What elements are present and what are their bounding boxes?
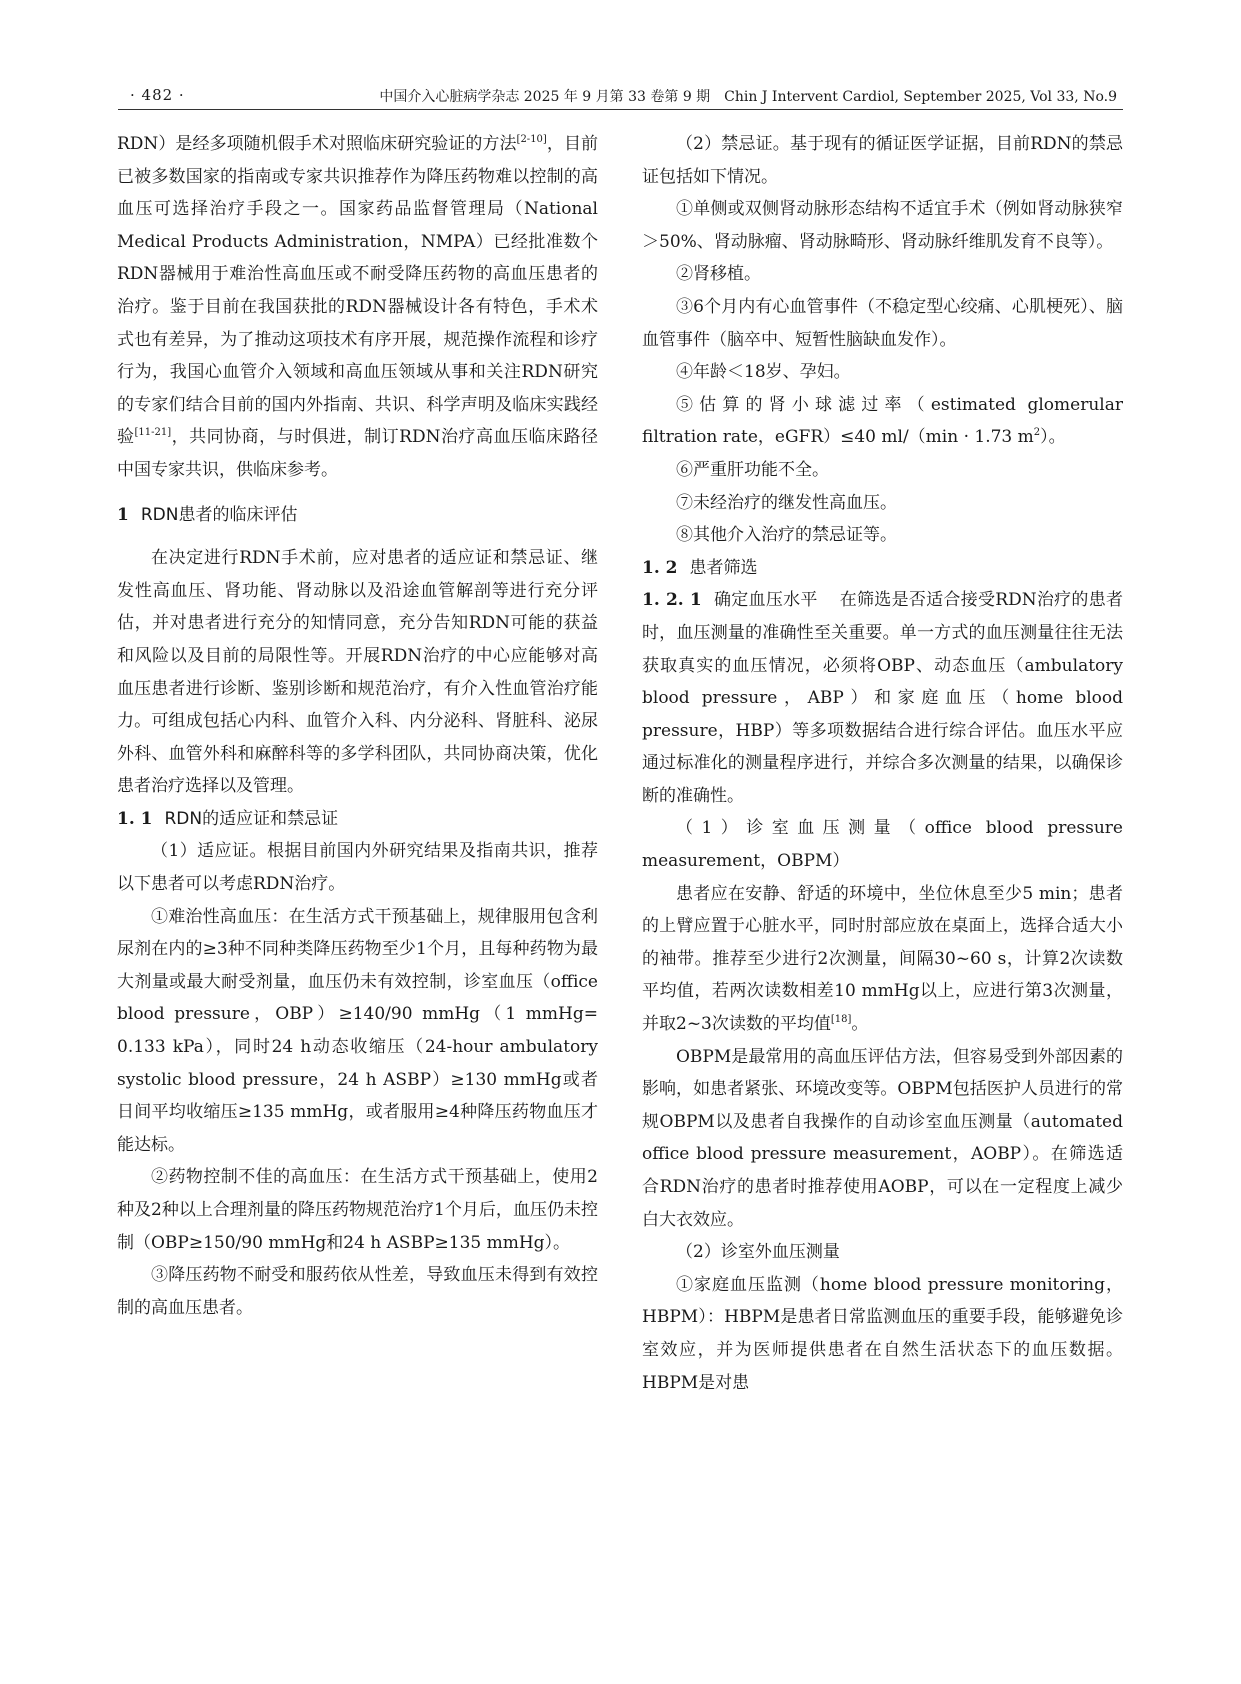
body-paragraph: ①家庭血压监测（home blood pressure monitoring，HBPM）：HBPM是患者日常监测血压的重要手段，能够避免诊室效应，并为医师提供患者在自然生活状态下的血压数据。HBPM是对患: [642, 1274, 1123, 1393]
body-paragraph: ①单侧或双侧肾动脉形态结构不适宜手术（例如肾动脉狭窄＞50%、肾动脉瘤、肾动脉畸形、肾动脉纤维肌发育不良等）。: [642, 199, 1123, 252]
section-heading: 1 RDN患者的临床评估: [117, 504, 298, 525]
intro-paragraph: RDN）是经多项随机假手术对照临床研究验证的方法[2-10]，目前已被多数国家的指南或专家共识推荐作为降压药物难以控制的高血压可选择治疗手段之一。国家药品监督管理局（National Medical Products Administration，NMPA）已经批准数个RDN器械用于难治性高血压或不耐受降压药物的高血压患者的治疗。鉴于目前在我国获批的RDN器械设计各有特色，手术术式也有差异，为了推动这项技术有序开展，规范操作流程和诊疗行为，我国心血管介入领域和高血压领域从事和关注RDN研究的专家们结合目前的国内外指南、共识、科学声明及临床实践经验[11-21]，共同协商，与时俱进，制订RDN治疗高血压临床路径中国专家共识，供临床参考。: [117, 134, 599, 480]
body-paragraph: （1）诊室血压测量（office blood pressure measurement，OBPM）: [642, 818, 1123, 872]
body-paragraph: ④年龄＜18岁、孕妇。: [676, 362, 851, 383]
body-paragraph: ②肾移植。: [676, 264, 761, 285]
page-number: · 482 ·: [130, 86, 185, 104]
left-column: [117, 128, 598, 1324]
citation: [2-10]: [516, 134, 547, 145]
subsection-heading: 1. 1 RDN的适应证和禁忌证: [117, 808, 339, 829]
body-paragraph: ⑥严重肝功能不全。: [676, 459, 829, 480]
body-paragraph: ⑧其他介入治疗的禁忌证等。: [676, 525, 897, 546]
body-paragraph: OBPM是最常用的高血压评估方法，但容易受到外部因素的影响，如患者紧张、环境改变等。OBPM包括医护人员进行的常规OBPM以及患者自我操作的自动诊室血压测量（automated office blood pressure measurement，AOBP）。在筛选适合RDN治疗的患者时推荐使用AOBP，可以在一定程度上减少白大衣效应。: [642, 1046, 1123, 1230]
header-rule: [118, 109, 1123, 110]
subsection-heading: 1. 2 患者筛选: [642, 557, 758, 578]
subsubsection-title: 确定血压水平: [713, 590, 818, 611]
body-paragraph: 患者应在安静、舒适的环境中，坐位休息至少5 min；患者的上臂应置于心脏水平，同时肘部应放在桌面上，选择合适大小的袖带。推荐至少进行2次测量，间隔30~60 s，计算2次读数平均值，若两次读数相差10 mmHg以上，应进行第3次测量，并取2~3次读数的平均值[18]。: [642, 883, 1123, 1035]
body-paragraph: ③降压药物不耐受和服药依从性差，导致血压未得到有效控制的高血压患者。: [117, 1265, 598, 1318]
journal-header: 中国介入心脏病学杂志 2025 年 9 月第 33 卷第 9 期 Chin J Intervent Cardiol, September 2025, Vol 33, No.9: [379, 89, 1117, 105]
subsubsection-paragraph: 1. 2. 1 确定血压水平 在筛选是否适合接受RDN治疗的患者时，血压测量的准确性至关重要。单一方式的血压测量往往无法获取真实的血压情况，必须将OBP、动态血压（ambulatory blood pressure，ABP）和家庭血压（home blood pressure，HBP）等多项数据结合进行综合评估。血压水平应通过标准化的测量程序进行，并综合多次测量的结果，以确保诊断的准确性。: [642, 590, 1123, 806]
citation: [18]: [830, 1014, 852, 1026]
body-paragraph: 在决定进行RDN手术前，应对患者的适应证和禁忌证、继发性高血压、肾功能、肾动脉以及沿途血管解剖等进行充分评估，并对患者进行充分的知情同意，充分告知RDN可能的获益和风险以及目前的局限性等。开展RDN治疗的中心应能够对高血压患者进行诊断、鉴别诊断和规范治疗，有介入性血管治疗能力。可组成包括心内科、血管介入科、内分泌科、肾脏科、泌尿外科、血管外科和麻醉科等的多学科团队，共同协商决策，优化患者治疗选择以及管理。: [117, 548, 598, 797]
body-paragraph: （1）适应证。根据目前国内外研究结果及指南共识，推荐以下患者可以考虑RDN治疗。: [117, 841, 598, 895]
citation: [11-21]: [134, 427, 172, 439]
body-paragraph: （2）禁忌证。基于现有的循证医学证据，目前RDN的禁忌证包括如下情况。: [642, 134, 1123, 187]
body-paragraph: ①难治性高血压：在生活方式干预基础上，规律服用包含利尿剂在内的≥3种不同种类降压药物至少1个月，且每种药物为最大剂量或最大耐受剂量，血压仍未有效控制，诊室血压（office blood pressure，OBP）≥140/90 mmHg（1 mmHg= 0.133 kPa），同时24 h动态收缩压（24-hour ambulatory systolic blood pressure，24 h ASBP）≥130 mmHg或者日间平均收缩压≥135 mmHg，或者服用≥4种降压药物血压才能达标。: [117, 906, 598, 1155]
body-paragraph: （2）诊室外血压测量: [676, 1242, 840, 1263]
body-paragraph: ⑤估算的肾小球滤过率（estimated glomerular filtration rate，eGFR）≤40 ml/（min · 1.73 $m^2$）。: [642, 394, 1123, 448]
body-paragraph: ②药物控制不佳的高血压：在生活方式干预基础上，使用2种及2种以上合理剂量的降压药物规范治疗1个月后，血压仍未控制（OBP≥150/90 mmHg和24 h ASBP≥135 mmHg）。: [117, 1167, 598, 1253]
superscript: 2: [1033, 427, 1041, 439]
body-paragraph: ③6个月内有心血管事件（不稳定型心绞痛、心肌梗死）、脑血管事件（脑卒中、短暂性脑缺血发作）。: [642, 296, 1123, 350]
body-paragraph: ⑦未经治疗的继发性高血压。: [676, 492, 897, 513]
right-column: [642, 128, 1123, 1399]
